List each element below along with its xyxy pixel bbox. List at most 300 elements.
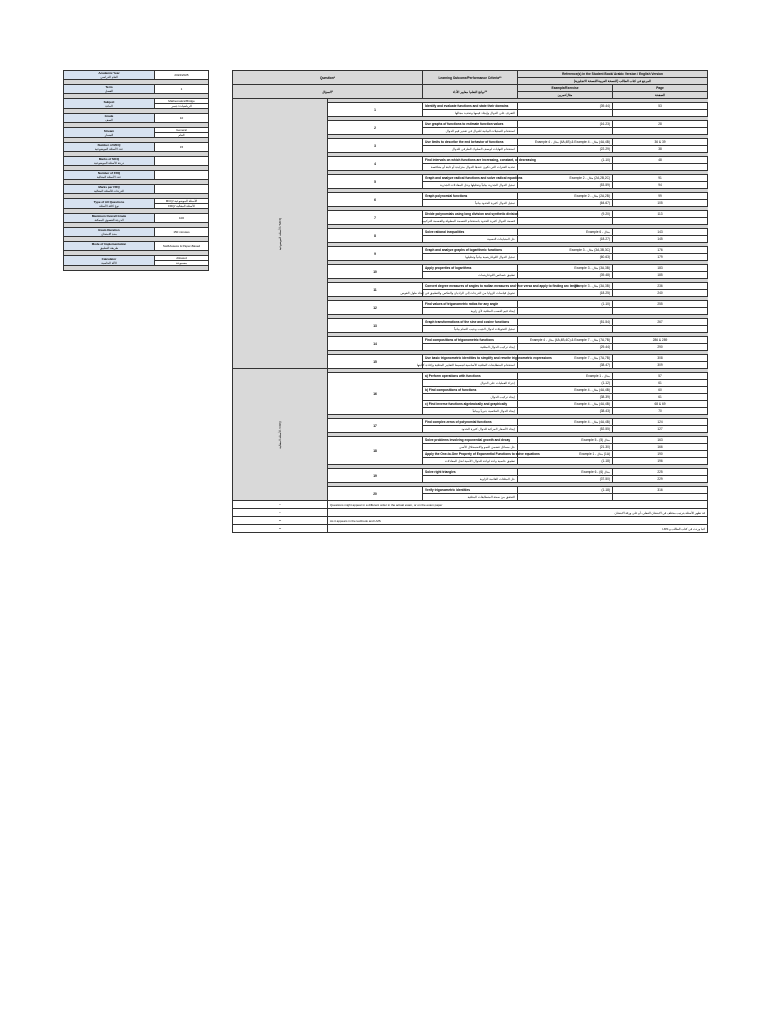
blueprint-table bbox=[232, 70, 708, 533]
info-value-ar: الرياضيات/ جسر bbox=[155, 104, 209, 109]
exam-info-table bbox=[63, 70, 209, 271]
outcome-text-value: b) Find compositions of functions bbox=[425, 388, 477, 392]
outcome-text-ar-value: حل المثلثات القائمة الزاوية bbox=[479, 477, 515, 481]
question-number: 10 bbox=[328, 265, 423, 279]
note-mark: * bbox=[233, 501, 328, 509]
note-row bbox=[233, 517, 708, 525]
section-label-frq bbox=[233, 369, 328, 501]
question-header-ar: السؤال* bbox=[233, 85, 423, 99]
example-ref: Example 3 - مثال (3A,3B) bbox=[518, 283, 613, 290]
info-label bbox=[64, 128, 155, 138]
outcome-text-ar bbox=[423, 458, 518, 465]
info-value: 15 bbox=[155, 143, 209, 152]
outcome-text-value: Find intervals on which functions are increasing, constant, or decreasing bbox=[425, 158, 536, 162]
page-ref: 145 bbox=[613, 236, 708, 243]
outcome-text bbox=[423, 283, 580, 290]
question-header: Question* bbox=[233, 71, 423, 85]
info-value bbox=[155, 185, 209, 194]
outcome-header-ar: نواتج التعلم/ معايير الأداء** bbox=[423, 85, 518, 99]
page-ref: 229 bbox=[613, 476, 708, 483]
page-ref: 57 bbox=[613, 373, 708, 380]
outcome-text bbox=[423, 121, 518, 128]
page-ref: 124 bbox=[613, 419, 708, 426]
question-number: 19 bbox=[328, 469, 423, 483]
outcome-text-value: Find values of trigonometric ratios for any angle bbox=[425, 302, 499, 306]
example-ref: (38-43) bbox=[518, 408, 613, 415]
info-row bbox=[64, 199, 209, 204]
outcome-text-ar-value: إيجاد تركيب الدوال bbox=[490, 395, 515, 399]
page-ref: 53 bbox=[613, 103, 708, 110]
page-ref: 185 bbox=[613, 272, 708, 279]
outcome-text-ar-value: استخدام المتطابقات المثلثية الأساسية لتبسيط التعابير المثلثية وإعادة كتابتها bbox=[416, 363, 515, 367]
example-ref bbox=[518, 326, 613, 333]
outcome-text-ar-value: تطبيق خاصية واحد لواحد للدوال الأسية لحل المعادلات bbox=[444, 459, 515, 463]
outcome-text-ar-value: استخدام التمثيلات البيانية للدوال في تقدير قيم الدوال bbox=[445, 129, 515, 133]
outcome-text-value: Use basic trigonometric identities to simplify and rewrite trigonometric expressions bbox=[425, 356, 552, 360]
info-label bbox=[64, 71, 155, 80]
outcome-text-value: Convert degree measures of angles to radian measures and vice versa and apply to finding arc length bbox=[425, 284, 580, 288]
section-label-mcq bbox=[233, 99, 328, 369]
info-label bbox=[64, 143, 155, 152]
outcome-text-ar bbox=[400, 290, 518, 297]
outcome-text-value: c) Find inverse functions algebraically and graphically bbox=[425, 402, 508, 406]
outcome-text bbox=[423, 229, 518, 236]
example-ref bbox=[518, 128, 613, 135]
outcome-text-ar bbox=[423, 254, 518, 261]
outcome-text-ar bbox=[423, 344, 518, 351]
page-ref: 48 bbox=[613, 157, 708, 164]
example-ref: Example 4 - مثال (4A,4B) bbox=[518, 387, 613, 394]
example-ref: Example 4 - مثال (4A,4B) bbox=[518, 419, 613, 426]
outcome-text-value: Find compositions of trigonometric functions bbox=[425, 338, 494, 342]
outcome-text-ar bbox=[423, 218, 518, 225]
outcome-text bbox=[423, 373, 518, 380]
example-ref bbox=[518, 494, 613, 501]
example-ref: Example 1 - مثال bbox=[518, 373, 613, 380]
question-number: 3 bbox=[328, 139, 423, 153]
info-label bbox=[64, 214, 155, 223]
outcome-text bbox=[423, 401, 518, 408]
example-ref: (37-50) bbox=[518, 476, 613, 483]
page-ref bbox=[613, 494, 708, 501]
info-row bbox=[64, 256, 209, 261]
outcome-text-value: Solve right triangles bbox=[425, 470, 456, 474]
info-label-en: Subject bbox=[103, 99, 115, 104]
info-label bbox=[64, 185, 155, 194]
example-ref: (51-54) bbox=[518, 319, 613, 326]
example-ref: Example 5 - مثال (5) bbox=[518, 437, 613, 444]
outcome-text-value: Graph and analyze radical functions and solve radical equations bbox=[425, 176, 523, 180]
example-ref: Example 7 - مثال (7A,7B) bbox=[518, 355, 613, 362]
info-label-ar: الدرجة القصوى الممكنة bbox=[94, 218, 124, 222]
page-ref: 290 bbox=[613, 344, 708, 351]
question-number: 8 bbox=[328, 229, 423, 243]
outcome-text-ar-value: إيجاد قيم النسب المثلثية لأي زاوية bbox=[470, 309, 515, 313]
outcome-text-ar bbox=[423, 164, 518, 171]
outcome-text-ar bbox=[423, 182, 518, 189]
outcome-text bbox=[423, 337, 518, 344]
info-label-en: Maximum Overall Grade bbox=[91, 214, 127, 218]
example-ref: (52-55) bbox=[518, 426, 613, 433]
question-number: 1 bbox=[328, 103, 423, 117]
outcome-text bbox=[423, 469, 518, 476]
info-label-en: Marks of MCQ bbox=[98, 157, 120, 161]
info-label-ar: العام الدراسي bbox=[100, 75, 118, 79]
page-ref bbox=[613, 308, 708, 315]
example-ref bbox=[518, 308, 613, 315]
example-ref: (18-25) bbox=[518, 290, 613, 297]
info-label bbox=[64, 114, 155, 123]
page-ref: 105 bbox=[613, 200, 708, 207]
note-text: كما وردت في كتاب الطالب و LMS bbox=[328, 525, 708, 533]
page-ref: 176 bbox=[613, 247, 708, 254]
note-mark: * bbox=[233, 509, 328, 517]
question-number: 5 bbox=[328, 175, 423, 189]
outcome-text bbox=[423, 301, 518, 308]
page-ref: 70 bbox=[613, 408, 708, 415]
note-mark: ** bbox=[233, 525, 328, 533]
outcome-text-ar bbox=[423, 426, 518, 433]
outcome-text-ar bbox=[423, 146, 518, 153]
outcome-text-ar bbox=[423, 380, 518, 387]
info-value: MCQ/ الأسئلة الموضوعية bbox=[155, 199, 209, 204]
question-number: 7 bbox=[328, 211, 423, 225]
outcome-text-value: Use graphs of functions to estimate function values bbox=[425, 122, 504, 126]
outcome-text bbox=[423, 451, 540, 458]
outcome-text-value: Graph and analyze graphs of logarithmic functions bbox=[425, 248, 503, 252]
example-ref: (1-18) bbox=[518, 458, 613, 465]
info-spacer bbox=[64, 266, 209, 271]
example-header: Example/Exercise bbox=[518, 85, 613, 92]
page-ref: 196 bbox=[613, 458, 708, 465]
page-ref: 225 bbox=[613, 469, 708, 476]
info-value bbox=[155, 157, 209, 166]
page-ref: 94 bbox=[613, 182, 708, 189]
outcome-text-ar bbox=[423, 326, 518, 333]
info-label-en: Number of FRQ bbox=[97, 171, 121, 175]
outcome-text-value: Solve problems involving exponential growth and decay bbox=[425, 438, 511, 442]
page-ref: 99 bbox=[613, 193, 708, 200]
example-ref: Example 3 - مثال (3A,3B,3C) bbox=[518, 247, 613, 254]
info-value-ar: FRQ/ الأسئلة المقالية bbox=[155, 204, 209, 209]
info-spacer-cell bbox=[64, 266, 209, 271]
example-ref: (64-67) bbox=[518, 200, 613, 207]
info-value: 1 bbox=[155, 85, 209, 94]
outcome-text-ar-value: تمثيل الدوال اللوغاريتمية بيانياً وتحليلها bbox=[465, 255, 515, 259]
header-row-1 bbox=[233, 71, 708, 78]
info-label bbox=[64, 256, 155, 266]
question-number: 4 bbox=[328, 157, 423, 171]
header-row-3 bbox=[233, 85, 708, 92]
outcome-text bbox=[423, 387, 518, 394]
note-row bbox=[233, 525, 708, 533]
page-ref: 60 bbox=[613, 387, 708, 394]
outcome-text-ar bbox=[423, 110, 518, 117]
question-number: 15 bbox=[328, 355, 423, 369]
info-label-ar: الفصل bbox=[104, 89, 114, 93]
outcome-text-ar bbox=[423, 494, 518, 501]
example-ref: (39-48) bbox=[518, 272, 613, 279]
info-label bbox=[64, 228, 155, 237]
outcome-text bbox=[423, 319, 518, 326]
outcome-text-value: Apply the One-to-One Property of Exponential Functions to solve equations bbox=[425, 452, 540, 456]
example-ref bbox=[518, 164, 613, 171]
example-ref: (16-23) bbox=[518, 121, 613, 128]
reference-header-ar: المرجع في كتاب الطالب (النسخة العربية/النسخة الانجليزية) bbox=[518, 78, 708, 85]
outcome-text-ar-value: تحويل قياسات الزوايا من الدرجات إلى الراديان والعكس والتطبيق في إيجاد طول القوس bbox=[400, 291, 515, 295]
question-number: 9 bbox=[328, 247, 423, 261]
info-value: Mathematics/Bridge bbox=[155, 99, 209, 104]
example-ref: (53-59) bbox=[518, 182, 613, 189]
outcome-text bbox=[423, 419, 518, 426]
page-ref: 38 bbox=[613, 146, 708, 153]
outcome-text-ar-value: إيجاد الأصفار المركبة للدوال كثيرة الحدود bbox=[461, 427, 515, 431]
info-row bbox=[64, 99, 209, 104]
section-text-frq: الأسئلة المقالية / FRQ bbox=[278, 420, 282, 449]
page-ref: 190 bbox=[613, 451, 708, 458]
info-value-ar: العام bbox=[155, 133, 209, 138]
example-ref: Example 4 - مثال (4A,4B) & Example 4 - مثال (4A,4B) bbox=[518, 139, 613, 146]
reference-header: Reference(s) in the Student Book/ Arabic Version / English Version bbox=[518, 71, 708, 78]
info-label-en: Type of All Questions bbox=[93, 199, 125, 204]
outcome-text-ar bbox=[423, 444, 518, 451]
page-ref: 28 bbox=[613, 121, 708, 128]
outcome-text-ar bbox=[423, 272, 518, 279]
outcome-text bbox=[423, 437, 518, 444]
example-ref: (60-63) bbox=[518, 254, 613, 261]
info-value: 100 bbox=[155, 214, 209, 223]
info-label-en: Exam Duration bbox=[98, 228, 120, 232]
page-ref bbox=[613, 218, 708, 225]
info-label-ar: الآلة الحاسبة bbox=[101, 260, 117, 265]
page-ref bbox=[613, 128, 708, 135]
example-ref: Example 3 - مثال (3A,3B) bbox=[518, 265, 613, 272]
page-ref: 143 bbox=[613, 229, 708, 236]
outcome-text-ar-value: حل مسائل تتضمن النمو والاضمحلال الأسي bbox=[459, 445, 515, 449]
outcome-text-ar bbox=[423, 200, 518, 207]
page-header: Page bbox=[613, 85, 708, 92]
outcome-text bbox=[423, 193, 518, 200]
outcome-text-ar-value: التحقق من صحة المتطابقات المثلثية bbox=[467, 495, 515, 499]
example-ref: Example 2 - مثال (2A,2B,2C) bbox=[518, 175, 613, 182]
example-header-ar: مثال/تمرين bbox=[518, 92, 613, 99]
info-value bbox=[155, 171, 209, 180]
example-ref: Example 6 - مثال (6) bbox=[518, 469, 613, 476]
example-ref: (22-29) bbox=[518, 146, 613, 153]
outcome-text bbox=[423, 355, 552, 362]
page-ref: 36 & 39 bbox=[613, 139, 708, 146]
page-ref: 309 bbox=[613, 362, 708, 369]
info-label-ar: عدد الأسئلة المقالية bbox=[96, 175, 122, 179]
page-ref bbox=[613, 326, 708, 333]
outcome-text-ar-value: تطبيق خصائص اللوغاريتمات bbox=[478, 273, 515, 277]
outcome-text-ar bbox=[423, 408, 518, 415]
page-ref: 91 bbox=[613, 175, 708, 182]
info-label-ar: عدد الأسئلة الموضوعية bbox=[94, 147, 124, 151]
outcome-text bbox=[423, 247, 518, 254]
section-text-mcq: الأسئلة الموضوعية / MCQ bbox=[278, 217, 282, 250]
info-label bbox=[64, 242, 155, 251]
info-label-ar: نوع كافة الأسئلة bbox=[99, 203, 119, 208]
example-ref: (38-47) bbox=[518, 362, 613, 369]
outcome-text-value: Solve rational inequalities bbox=[425, 230, 465, 234]
info-value-ar: مسموحة bbox=[155, 261, 209, 266]
page-header-ar: الصفحة bbox=[613, 92, 708, 99]
example-ref: (38-39) bbox=[518, 394, 613, 401]
page-ref: 163 bbox=[613, 437, 708, 444]
note-row bbox=[233, 501, 708, 509]
outcome-text bbox=[423, 139, 518, 146]
info-label-en: Number of MCQ bbox=[97, 143, 121, 147]
info-label-en: Academic Year bbox=[98, 71, 120, 75]
info-label bbox=[64, 99, 155, 109]
example-ref: Example 6 - مثال bbox=[518, 229, 613, 236]
page-ref: 61 bbox=[613, 380, 708, 387]
example-ref: Example 1 - مثال (1A) bbox=[518, 451, 613, 458]
outcome-text bbox=[423, 265, 518, 272]
page-ref: 113 bbox=[613, 211, 708, 218]
outcome-text-ar-value: إيجاد تركيب الدوال المثلثية bbox=[480, 345, 515, 349]
info-label-en: Marks per FRQ bbox=[98, 185, 120, 189]
outcome-header: Learning Outcome/Performance Criteria** bbox=[423, 71, 518, 85]
outcome-text-value: Apply properties of logarithms bbox=[425, 266, 472, 270]
outcome-text-ar bbox=[423, 128, 518, 135]
note-text: قد تظهر الأسئلة بترتيب مختلف في الامتحان الفعلي، أو على ورقة الامتحان bbox=[328, 509, 708, 517]
question-number: 13 bbox=[328, 319, 423, 333]
outcome-text-ar-value: تمثيل الدوال كثيرة الحدود بيانياً bbox=[475, 201, 515, 205]
info-label bbox=[64, 199, 155, 209]
outcome-text-ar-value: تمثيل التحويلات لدوال الجيب وجيب التمام بيانياً bbox=[454, 327, 515, 331]
page-ref: 61 bbox=[613, 394, 708, 401]
info-value: 150 minutes bbox=[155, 228, 209, 237]
outcome-text-ar bbox=[423, 236, 518, 243]
note-mark: ** bbox=[233, 517, 328, 525]
page-ref bbox=[613, 110, 708, 117]
example-ref bbox=[518, 218, 613, 225]
question-number: 6 bbox=[328, 193, 423, 207]
info-label-ar: المادة bbox=[105, 103, 113, 108]
info-label-en: Grade bbox=[104, 114, 114, 118]
outcome-text-value: Verify trigonometric identities bbox=[425, 488, 470, 492]
info-label-ar: المسار bbox=[104, 132, 114, 137]
outcome-text-ar bbox=[416, 362, 518, 369]
page-ref: 127 bbox=[613, 426, 708, 433]
outcome-text-ar-value: إجراء العمليات على الدوال bbox=[480, 381, 515, 385]
page-ref: 255 bbox=[613, 301, 708, 308]
outcome-text-value: Divide polynomials using long division and synthetic division bbox=[425, 212, 519, 216]
info-label-en: Term bbox=[105, 85, 113, 89]
outcome-text-ar-value: إيجاد الدوال العكسية جبرياً وبيانياً bbox=[472, 409, 515, 413]
note-text: As it appears in the textbook and LMS bbox=[328, 517, 708, 525]
outcome-text bbox=[423, 175, 523, 182]
outcome-text bbox=[423, 211, 518, 218]
info-label bbox=[64, 171, 155, 180]
page-ref: 308 bbox=[613, 355, 708, 362]
info-label-ar: طريقة التطبيق bbox=[99, 246, 119, 250]
note-row bbox=[233, 509, 708, 517]
outcome-text-ar-value: حل المتباينات النسبية bbox=[487, 237, 515, 241]
page-ref: 236 bbox=[613, 283, 708, 290]
outcome-text bbox=[423, 487, 518, 494]
page-ref: 316 bbox=[613, 487, 708, 494]
info-value: SwiftAssess & Paper-Based bbox=[155, 242, 209, 251]
outcome-text-value: Graph polynomial functions bbox=[425, 194, 468, 198]
outcome-text-value: Identify and evaluate functions and state their domains bbox=[425, 104, 509, 108]
info-label-en: Stream bbox=[103, 128, 115, 133]
outcome-text-value: a) Perform operations with functions bbox=[425, 374, 481, 378]
info-label-ar: الصف bbox=[105, 118, 113, 122]
example-ref: (9-20) bbox=[518, 211, 613, 218]
note-text: Questions might appear in a different order in the actual exam, or on the exam paper bbox=[328, 501, 708, 509]
info-row bbox=[64, 128, 209, 133]
question-number: 2 bbox=[328, 121, 423, 135]
info-label-ar: درجة الأسئلة الموضوعية bbox=[94, 161, 124, 165]
example-ref: (1-12) bbox=[518, 380, 613, 387]
example-ref: Example 2 - مثال (2A,2B) bbox=[518, 193, 613, 200]
info-value: 10 bbox=[155, 114, 209, 123]
outcome-text-ar-value: التعرف على الدوال وإيجاد قيمها وتحديد مجالها bbox=[454, 111, 515, 115]
example-ref: Example 4 - مثال (4A,4B,4C) & Example 7 - مثال (7A,7B) bbox=[518, 337, 613, 344]
info-label-ar: مدة الامتحان bbox=[101, 232, 117, 236]
outcome-text-value: Use limits to describe the end behavior of functions bbox=[425, 140, 504, 144]
info-label-en: Calculator bbox=[101, 256, 117, 261]
page-ref: 166 bbox=[613, 444, 708, 451]
example-ref: (1-18) bbox=[518, 487, 613, 494]
page-ref: 240 bbox=[613, 290, 708, 297]
example-ref: Example 4 - مثال (4A,4B) bbox=[518, 401, 613, 408]
info-label bbox=[64, 85, 155, 94]
info-label-ar: الدرجات للأسئلة المقالية bbox=[93, 189, 125, 193]
example-ref: (1-10) bbox=[518, 301, 613, 308]
outcome-text-ar bbox=[423, 394, 518, 401]
question-number: 11 bbox=[328, 283, 423, 297]
example-ref: (18-27) bbox=[518, 236, 613, 243]
question-number: 20 bbox=[328, 487, 423, 501]
question-number: 12 bbox=[328, 301, 423, 315]
info-value: General bbox=[155, 128, 209, 133]
outcome-text-value: Graph transformations of the sine and cosine functions bbox=[425, 320, 510, 324]
page-ref: 179 bbox=[613, 254, 708, 261]
page-ref bbox=[613, 164, 708, 171]
example-ref: (1-10) bbox=[518, 157, 613, 164]
question-number: 16 bbox=[328, 373, 423, 415]
question-number: 14 bbox=[328, 337, 423, 351]
question-number: 17 bbox=[328, 419, 423, 433]
outcome-text-value: Find complex zeros of polynomial functions bbox=[425, 420, 492, 424]
page-ref: 183 bbox=[613, 265, 708, 272]
question-number: 18 bbox=[328, 437, 423, 465]
outcome-text-ar-value: استخدام النهايات لوصف السلوك الطرفي للدوال bbox=[451, 147, 515, 151]
example-ref bbox=[518, 110, 613, 117]
page-ref: 267 bbox=[613, 319, 708, 326]
outcome-text-ar-value: قسمة الدوال كثيرة الحدود باستخدام القسمة المطولة والقسمة التركيبية bbox=[421, 219, 515, 223]
info-label-en: Mode of Implementation bbox=[91, 242, 127, 246]
outcome-text-ar-value: تحديد الفترات التي تكون عندها الدوال متزايدة أو ثابتة أو متناقصة bbox=[430, 165, 515, 169]
info-label bbox=[64, 157, 155, 166]
outcome-text bbox=[423, 157, 536, 164]
page-ref: 286 & 289 bbox=[613, 337, 708, 344]
outcome-text-ar-value: تمثيل الدوال الجذرية بيانياً وتحليلها وحل المعادلات الجذرية bbox=[440, 183, 515, 187]
outcome-text-ar bbox=[423, 476, 518, 483]
example-ref: (21-30) bbox=[518, 444, 613, 451]
outcome-text bbox=[423, 103, 518, 110]
page-ref: 68 & 69 bbox=[613, 401, 708, 408]
example-ref: (39-44) bbox=[518, 103, 613, 110]
example-ref: (29-44) bbox=[518, 344, 613, 351]
info-value: Allowed bbox=[155, 256, 209, 261]
outcome-text-ar bbox=[423, 308, 518, 315]
info-value: 2024/2025 bbox=[155, 71, 209, 80]
